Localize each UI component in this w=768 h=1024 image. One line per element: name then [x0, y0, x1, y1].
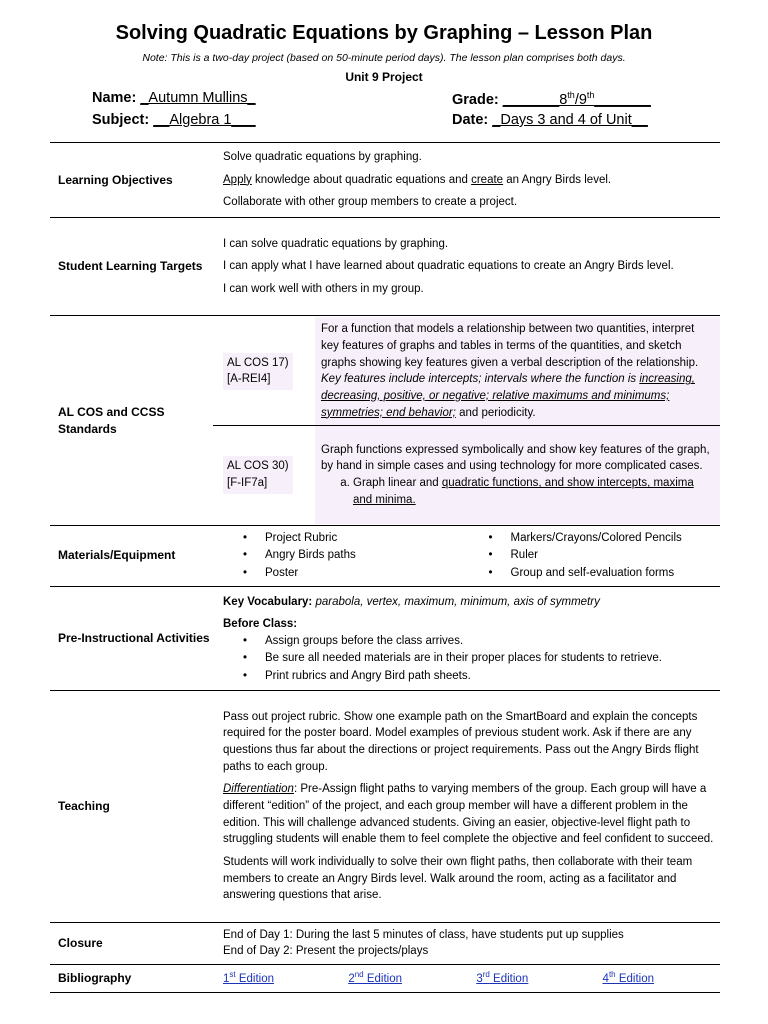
materials-label: Materials/Equipment [50, 526, 213, 587]
subject-label: Subject: [92, 112, 150, 128]
lesson-plan-table [50, 142, 720, 993]
closure-line: End of Day 1: During the last 5 minutes of class, have students put up supplies [223, 928, 624, 941]
pre-instructional-content [213, 586, 720, 690]
list-item: • Ruler [489, 547, 715, 564]
list-item: • Angry Birds paths [243, 547, 469, 564]
closure-label: Closure [50, 922, 213, 964]
materials-list-right [469, 530, 715, 582]
learning-objectives-label: Learning Objectives [50, 143, 213, 218]
name-value: _Autumn Mullins_ [140, 90, 256, 106]
target-line: I can solve quadratic equations by graphing. [223, 237, 449, 250]
list-item: • Markers/Crayons/Colored Pencils [489, 530, 715, 547]
subject-field [92, 112, 256, 128]
date-field [452, 112, 648, 128]
edition-link-4[interactable]: 4th Edition [602, 970, 654, 985]
materials-list-left [223, 530, 469, 582]
row-learning-objectives [50, 143, 720, 218]
edition-link-2[interactable]: 2nd Edition [348, 970, 402, 985]
bibliography-label: Bibliography [50, 965, 213, 993]
target-line: I can work well with others in my group. [223, 282, 424, 295]
closure-line: End of Day 2: Present the projects/plays [223, 945, 429, 958]
standards-content [213, 316, 720, 526]
edition-link-3[interactable]: 3rd Edition [476, 970, 529, 985]
standards-label: AL COS and CCSS Standards [50, 316, 213, 526]
row-standards [50, 316, 720, 526]
objective-line: Apply knowledge about quadratic equations and create an Angry Birds level. [223, 173, 612, 186]
standard-code: AL COS 17) [A-REI4] [213, 317, 315, 426]
row-bibliography [50, 965, 720, 993]
row-student-learning-targets [50, 218, 720, 316]
row-closure [50, 922, 720, 964]
page-title: Solving Quadratic Equations by Graphing – Lesson Plan [115, 22, 653, 44]
grade-field [452, 90, 651, 108]
materials-content [213, 526, 720, 587]
standards-table [213, 317, 720, 524]
objective-line: Collaborate with other group members to create a project. [223, 196, 518, 209]
teaching-paragraph: Differentiation: Pre-Assign flight paths to varying members of the group. Each group will have a different “edition” of the project, and each group member will have a different problem in the edition. This will challenge advanced students. Giving an easier, objective-level flight path to struggling students will enable them to feel complete the objective and feel confident to succeed. [223, 783, 714, 846]
standard-code: AL COS 30) [F-IF7a] [213, 426, 315, 524]
list-item: • Print rubrics and Angry Bird path sheets. [243, 668, 714, 685]
name-label: Name: [92, 90, 137, 106]
learning-objectives-content [213, 143, 720, 218]
standard-description: Graph functions expressed symbolically and show key features of the graph, by hand in simple cases and using technology for more complicated cases. a. Graph linear and quadratic functions, and show intercepts, maxima and minima. [315, 426, 720, 524]
teaching-label: Teaching [50, 690, 213, 922]
list-item: • Project Rubric [243, 530, 469, 547]
before-class-label: Before Class: [223, 618, 298, 631]
list-item: • Group and self-evaluation forms [489, 565, 715, 582]
unit-label: Unit 9 Project [345, 70, 423, 84]
row-teaching [50, 690, 720, 922]
closure-content [213, 922, 720, 964]
date-value: _Days 3 and 4 of Unit__ [492, 112, 648, 128]
date-label: Date: [452, 112, 489, 128]
teaching-paragraph: Students will work individually to solve their own flight paths, then collaborate with their team members to create an Angry Birds level. Walk around the room, acting as a facilitator and answering questions that arise. [223, 855, 693, 902]
row-materials [50, 526, 720, 587]
target-line: I can apply what I have learned about quadratic equations to create an Angry Birds level. [223, 260, 674, 273]
bibliography-content [213, 965, 720, 993]
list-item: • Poster [243, 565, 469, 582]
row-pre-instructional [50, 586, 720, 690]
grade-value: _______8th/9th_______ [502, 90, 651, 108]
grade-label: Grade: [452, 91, 499, 108]
project-note: Note: This is a two-day project (based on 50-minute period days). The lesson plan comprises both days. [142, 52, 626, 64]
name-field [92, 90, 256, 106]
subject-value: __Algebra 1___ [153, 112, 256, 128]
before-class-list [223, 633, 714, 685]
standard-description: For a function that models a relationship between two quantities, interpret key features of graphs and tables in terms of the quantities, and sketch graphs showing key features given a verbal description of the relationship. Key features include intercepts; intervals where the function is increasing, decreasing, positive, or negative; relative maximums and minimums; symmetries; end behavior; and periodicity. [315, 317, 720, 426]
edition-link-1[interactable]: 1st Edition [223, 970, 274, 985]
student-learning-targets-label: Student Learning Targets [50, 218, 213, 316]
pre-instructional-label: Pre-Instructional Activities [50, 586, 213, 690]
list-item: • Assign groups before the class arrives. [243, 633, 714, 650]
student-learning-targets-content [213, 218, 720, 316]
teaching-paragraph: Pass out project rubric. Show one example path on the SmartBoard and explain the concepts required for the poster board. Model examples of previous student work. Ask if there are any questions thus far about the directions or project requirements. Pass out the Angry Birds flight paths to each group. [223, 710, 699, 773]
key-vocabulary: Key Vocabulary: parabola, vertex, maximum, minimum, axis of symmetry [223, 595, 600, 608]
objective-line: Solve quadratic equations by graphing. [223, 151, 422, 163]
list-item: • Be sure all needed materials are in their proper places for students to retrieve. [243, 650, 714, 667]
teaching-content [213, 690, 720, 922]
